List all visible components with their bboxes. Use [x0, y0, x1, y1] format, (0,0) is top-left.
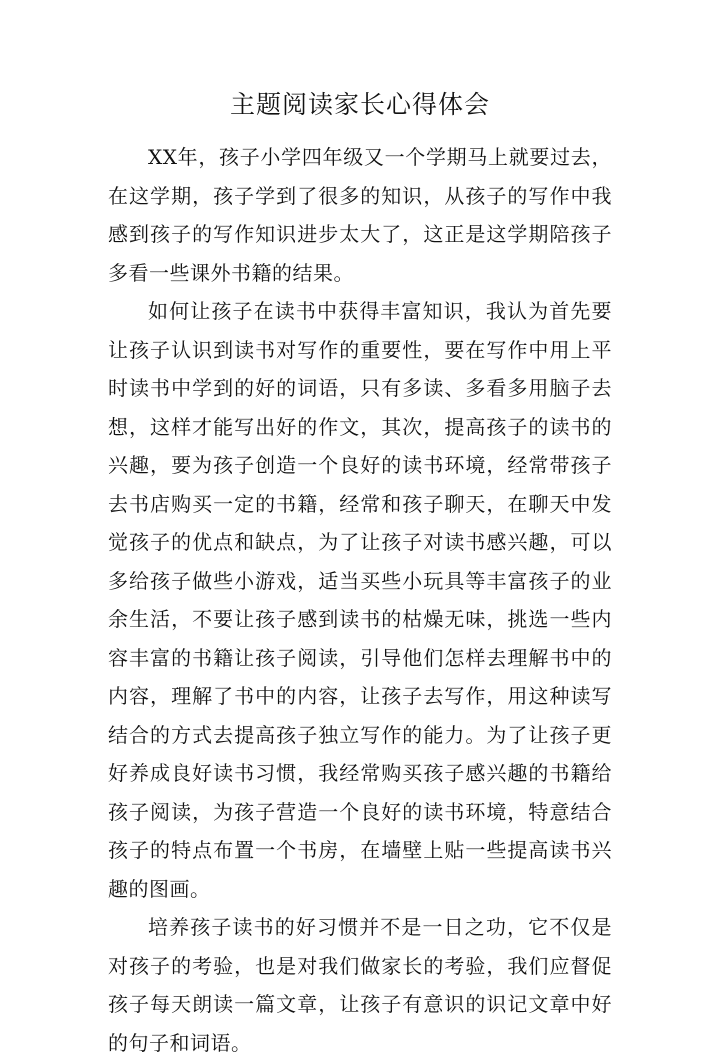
paragraph-1: XX年，孩子小学四年级又一个学期马上就要过去，在这学期，孩子学到了很多的知识，从孩子的写作中我感到孩子的写作知识进步太大了，这正是这学期陪孩子多看一些课外书籍的结果。	[108, 145, 612, 285]
paragraph-3: 培养孩子读书的好习惯并不是一日之功，它不仅是对孩子的考验，也是对我们做家长的考验，我们应督促孩子每天朗读一篇文章，让孩子有意识的识记文章中好的句子和词语。	[108, 915, 612, 1055]
document-body	[108, 138, 612, 1062]
paragraph-2: 如何让孩子在读书中获得丰富知识，我认为首先要让孩子认识到读书对写作的重要性，要在写作中用上平时读书中学到的好的词语，只有多读、多看多用脑子去想，这样才能写出好的作文，其次，提高孩子的读书的兴趣，要为孩子创造一个良好的读书环境，经常带孩子去书店购买一定的书籍，经常和孩子聊天，在聊天中发觉孩子的优点和缺点，为了让孩子对读书感兴趣，可以多给孩子做些小游戏，适当买些小玩具等丰富孩子的业余生活，不要让孩子感到读书的枯燥无味，挑选一些内容丰富的书籍让孩子阅读，引导他们怎样去理解书中的内容，理解了书中的内容，让孩子去写作，用这种读写结合的方式去提高孩子独立写作的能力。为了让孩子更好养成良好读书习惯，我经常购买孩子感兴趣的书籍给孩子阅读，为孩子营造一个良好的读书环境，特意结合孩子的特点布置一个书房，在墙壁上贴一些提高读书兴趣的图画。	[108, 299, 612, 901]
document-title: 主题阅读家长心得体会	[229, 90, 490, 119]
